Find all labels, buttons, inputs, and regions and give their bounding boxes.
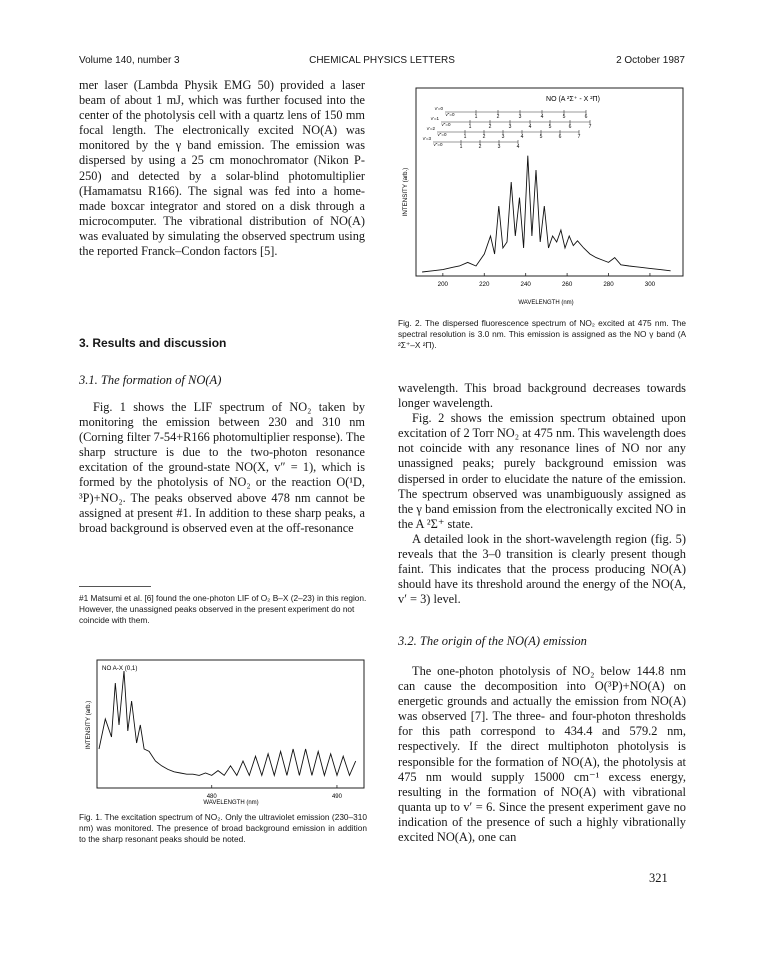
fig2-xlabel: WAVELENGTH (nm) bbox=[518, 300, 574, 306]
x-tick-label: 490 bbox=[331, 794, 342, 800]
paragraph-fig1: Fig. 1 shows the LIF spectrum of NO₂ taken by monitoring the emission between 230 and 310 nm (Corning filter 7-54+R166 photomultiplier response). The sharp structure is due to the two-photon resonance excitation of the ground-state NO(X, v″ = 1), which is formed by the photolysis of NO₂ or the reaction O(¹D, ³P)+NO₂. The peaks observed above 478 nm cannot be assigned at present #1. In addition to these sharp peaks, a broad background is observed even at the off-resonance bbox=[79, 400, 365, 535]
fig2-plot-area bbox=[422, 156, 670, 272]
progression-label: 6 bbox=[584, 114, 588, 120]
subsection-heading-formation: 3.1. The formation of NO(A) bbox=[79, 373, 222, 387]
page-number: 321 bbox=[649, 871, 668, 885]
fig2-frame bbox=[416, 88, 683, 276]
progression-origin-label: v''=0 bbox=[437, 132, 447, 137]
progression-upper-label: v'=3 bbox=[422, 136, 431, 141]
progression-label: 4 bbox=[520, 134, 524, 140]
figure-1-caption: Fig. 1. The excitation spectrum of NO₂. Only the ultraviolet emission (230–310 nm) was monitored. The presence of broad background emission in addition to the sharp resonant peaks should be noted. bbox=[79, 812, 367, 844]
progression-label: 5 bbox=[548, 124, 552, 130]
issue-date: 2 October 1987 bbox=[616, 55, 685, 66]
left-column-results bbox=[79, 400, 365, 536]
progression-origin-label: v''=0 bbox=[433, 142, 443, 147]
x-tick-label: 240 bbox=[520, 281, 531, 288]
left-column-intro bbox=[79, 78, 365, 259]
progression-label: 4 bbox=[516, 144, 520, 150]
subsection-heading-origin: 3.2. The origin of the NO(A) emission bbox=[398, 634, 587, 648]
progression-label: 1 bbox=[459, 144, 463, 150]
paragraph-background: wavelength. This broad background decreases towards longer wavelength. bbox=[398, 381, 686, 411]
figure-1-excitation-spectrum bbox=[79, 655, 369, 807]
fig1-frame bbox=[97, 660, 364, 788]
x-tick-label: 260 bbox=[561, 281, 573, 288]
fig2-ylabel: INTENSITY (arb.) bbox=[402, 167, 409, 217]
progression-label: 1 bbox=[474, 114, 478, 120]
progression-label: 1 bbox=[463, 134, 467, 140]
x-tick-label: 300 bbox=[644, 281, 656, 288]
progression-label: 5 bbox=[539, 134, 543, 140]
footnote-rule bbox=[79, 586, 151, 587]
progression-label: 6 bbox=[558, 134, 562, 140]
figure-2-caption: Fig. 2. The dispersed fluorescence spectrum of NO₂ excited at 475 nm. The spectral resolution is 3.0 nm. This emission is assigned as the NO γ band (A ²Σ⁺–X ²Π). bbox=[398, 318, 686, 350]
fig1-x-ticks bbox=[207, 785, 343, 800]
progression-label: 4 bbox=[540, 114, 544, 120]
journal-title: CHEMICAL PHYSICS LETTERS bbox=[309, 55, 455, 66]
spectrum-trace bbox=[422, 156, 670, 272]
paragraph-fig2: Fig. 2 shows the emission spectrum obtained upon excitation of 2 Torr NO₂ at 475 nm. This wavelength does not coincide with any resonance lines of NO nor any unassigned peaks; purely background emission was dispersed in order to elucidate the nature of the emission. The spectrum observed was unambiguously assigned as the γ band emission from the electronically excited NO in the A ²Σ⁺ state. bbox=[398, 411, 686, 531]
section-heading: 3. Results and discussion bbox=[79, 336, 227, 350]
progression-label: 3 bbox=[501, 134, 505, 140]
fig2-x-ticks bbox=[438, 273, 656, 288]
fig1-ylabel: INTENSITY (arb.) bbox=[85, 700, 92, 750]
fig1-label: NO A-X (0,1) bbox=[102, 665, 138, 672]
progression-label: 2 bbox=[482, 134, 486, 140]
right-column-upper bbox=[398, 381, 686, 607]
footnote: #1 Matsumi et al. [6] found the one-photon LIF of O₂ B–X (2–23) in this region. However, the unassigned peaks observed in the present experiment do not coincide with them. bbox=[79, 593, 367, 625]
intro-paragraph: mer laser (Lambda Physik EMG 50) provided a laser beam of about 1 mJ, which was further focused into the center of the photolysis cell with a quartz lens of 150 mm focal length. The electronically excited NO(A) was monitored by the γ band emission. The emission was dispersed by using a 25 cm monochromator (Nikon P-250) and detected by a solar-blind photomultiplier (Hamamatsu R166). The signal was fed into a home-made boxcar integrator and stored on a disk through a microcomputer. The vibrational distribution of NO(A) was evaluated by simulating the observed spectrum using the reported Franck–Condon factors [5]. bbox=[79, 78, 365, 259]
paragraph-origin: The one-photon photolysis of NO₂ below 144.8 nm can cause the decomposition into O(³P)+NO(A) on energetic grounds and actually the emission from NO(A) was observed [7]. The three- and four-photon thresholds for this path correspond to 434.4 and 579.2 nm, respectively. If the direct multiphoton photolysis is responsible for the formation of NO(A), the photolysis at 475 nm would supply 15000 cm⁻¹ excess energy, resulting in the formation of NO(A) with vibrational quanta up to v′ = 6. Since the present experiment gave no indication of the presence of such a highly vibrationally excited NO(A), one can bbox=[398, 664, 686, 845]
fig1-xlabel: WAVELENGTH (nm) bbox=[203, 800, 259, 806]
volume-info: Volume 140, number 3 bbox=[79, 55, 180, 66]
x-tick-label: 480 bbox=[206, 794, 217, 800]
progression-upper-label: v'=2 bbox=[426, 126, 435, 131]
figure-2-dispersed-spectrum bbox=[398, 82, 688, 312]
progression-label: 3 bbox=[497, 144, 501, 150]
progression-label: 3 bbox=[508, 124, 512, 130]
progression-label: 1 bbox=[468, 124, 472, 130]
progression-label: 3 bbox=[518, 114, 522, 120]
progression-label: 2 bbox=[488, 124, 492, 130]
paragraph-detail: A detailed look in the short-wavelength region (fig. 5) reveals that the 3–0 transition is clearly present though faint. This indicates that the process producing NO(A) should have its threshold around the energy of the NO(A, v′ = 3) level. bbox=[398, 531, 686, 607]
progression-label: 2 bbox=[478, 144, 482, 150]
progression-label: 7 bbox=[588, 124, 592, 130]
x-tick-label: 280 bbox=[603, 281, 614, 288]
progression-origin-label: v''=0 bbox=[441, 122, 451, 127]
x-tick-label: 200 bbox=[437, 281, 449, 288]
spectrum-trace bbox=[99, 671, 356, 775]
fig2-band-assignments bbox=[423, 106, 592, 150]
running-header bbox=[79, 55, 685, 69]
x-tick-label: 220 bbox=[479, 281, 490, 288]
progression-label: 2 bbox=[496, 114, 500, 120]
fig1-plot-area bbox=[99, 671, 356, 775]
progression-label: 4 bbox=[528, 124, 532, 130]
progression-label: 5 bbox=[562, 114, 566, 120]
progression-label: 6 bbox=[568, 124, 572, 130]
progression-label: 7 bbox=[577, 134, 581, 140]
progression-origin-label: v''=0 bbox=[445, 112, 455, 117]
right-column-lower bbox=[398, 664, 686, 845]
progression-upper-label: v'=0 bbox=[434, 106, 443, 111]
progression-upper-label: v'=1 bbox=[430, 116, 439, 121]
fig2-title: NO (A ²Σ⁺ - X ²Π) bbox=[546, 96, 600, 103]
